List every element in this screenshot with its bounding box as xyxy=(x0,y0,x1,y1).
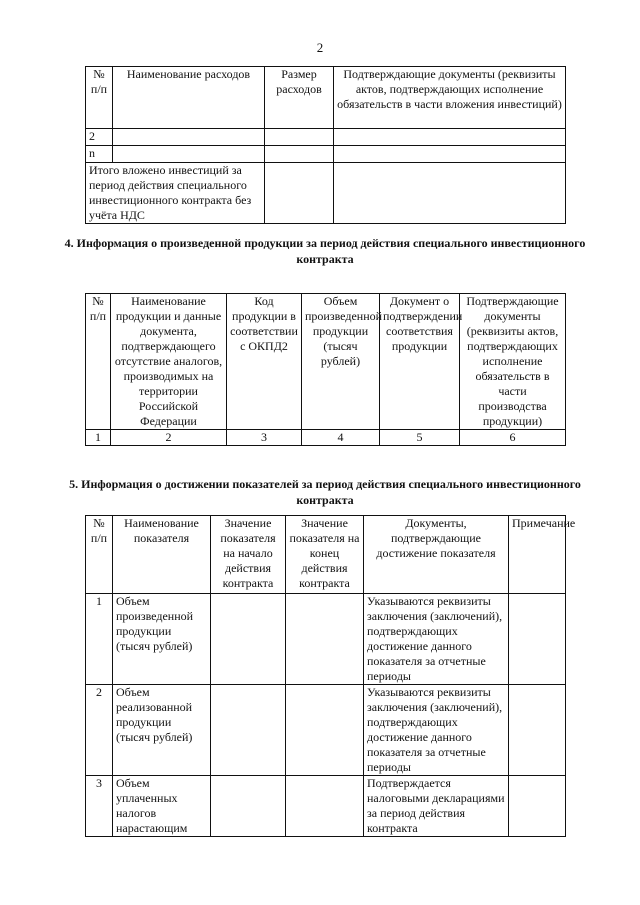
column-number: 1 xyxy=(86,430,111,446)
note xyxy=(509,685,566,776)
table-header-row xyxy=(86,294,566,430)
total-label: Итого вложено инвестиций за период действия специального инвестиционного контракта без учёта НДС xyxy=(86,163,265,224)
header-cell: Примечание xyxy=(509,516,566,594)
header-cell: Наименование показателя xyxy=(113,516,211,594)
start-value xyxy=(211,685,286,776)
indicators-table xyxy=(85,515,576,837)
header-cell: Документы, подтверждающие достижение показателя xyxy=(364,516,509,594)
table-row xyxy=(86,776,566,837)
section-4-title: 4. Информация о произведенной продукции за период действия специального инвестиционного контракта xyxy=(64,236,586,266)
confirming-documents: Указываются реквизиты заключения (заключений), подтверждающих достижение данного показателя за отчетные периоды xyxy=(364,685,509,776)
header-cell: Документ о подтверждении соответствия продукции xyxy=(380,294,460,430)
header-cell: № п/п xyxy=(86,294,111,430)
start-value xyxy=(211,594,286,685)
indicator-name: Объем произведенной продукции (тысяч рублей) xyxy=(113,594,211,685)
end-value xyxy=(286,594,364,685)
table-row xyxy=(86,594,566,685)
column-number: 5 xyxy=(380,430,460,446)
end-value xyxy=(286,685,364,776)
column-number-row xyxy=(86,430,566,446)
indicator-name: Объем реализованной продукции (тысяч рублей) xyxy=(113,685,211,776)
end-value xyxy=(286,776,364,837)
note xyxy=(509,594,566,685)
table-header-row xyxy=(86,67,566,129)
row-number: 2 xyxy=(86,129,113,146)
note xyxy=(509,776,566,837)
expenses-table xyxy=(85,66,566,224)
confirming-documents: Указываются реквизиты заключения (заключений), подтверждающих достижение данного показателя за отчетные периоды xyxy=(364,594,509,685)
header-cell: Подтверждающие документы (реквизиты актов, подтверждающих исполнение обязательств в части производства продукции) xyxy=(460,294,566,430)
section-5-title: 5. Информация о достижении показателей за период действия специального инвестиционного контракта xyxy=(69,477,581,507)
column-number: 3 xyxy=(227,430,302,446)
table-row xyxy=(86,146,566,163)
header-cell: Значение показателя на начало действия контракта xyxy=(211,516,286,594)
production-table xyxy=(85,293,566,446)
table-row xyxy=(86,129,566,146)
column-number: 4 xyxy=(302,430,380,446)
column-number: 2 xyxy=(111,430,227,446)
page-number: 2 xyxy=(316,40,324,55)
header-cell: Наименование продукции и данные документа, подтверждающего отсутствие аналогов, производимых на территории Российской Федерации xyxy=(111,294,227,430)
header-cell: Код продукции в соответствии с ОКПД2 xyxy=(227,294,302,430)
row-number: 1 xyxy=(86,594,113,685)
table-header-row xyxy=(86,516,566,594)
header-cell: Объем произведенной продукции (тысяч рублей) xyxy=(302,294,380,430)
confirming-documents: Подтверждается налоговыми декларациями за период действия контракта xyxy=(364,776,509,837)
row-number: n xyxy=(86,146,113,163)
header-cell: Подтверждающие документы (реквизиты актов, подтверждающих исполнение обязательств в части вложения инвестиций) xyxy=(334,67,566,129)
row-number: 2 xyxy=(86,685,113,776)
indicator-name: Объем уплаченных налогов нарастающим xyxy=(113,776,211,837)
header-cell: Наименование расходов xyxy=(113,67,265,129)
header-cell: Значение показателя на конец действия контракта xyxy=(286,516,364,594)
row-number: 3 xyxy=(86,776,113,837)
header-cell: № п/п xyxy=(86,516,113,594)
column-number: 6 xyxy=(460,430,566,446)
table-row xyxy=(86,685,566,776)
start-value xyxy=(211,776,286,837)
total-row xyxy=(86,163,566,224)
header-cell: Размер расходов xyxy=(265,67,334,129)
header-cell: № п/п xyxy=(86,67,113,129)
